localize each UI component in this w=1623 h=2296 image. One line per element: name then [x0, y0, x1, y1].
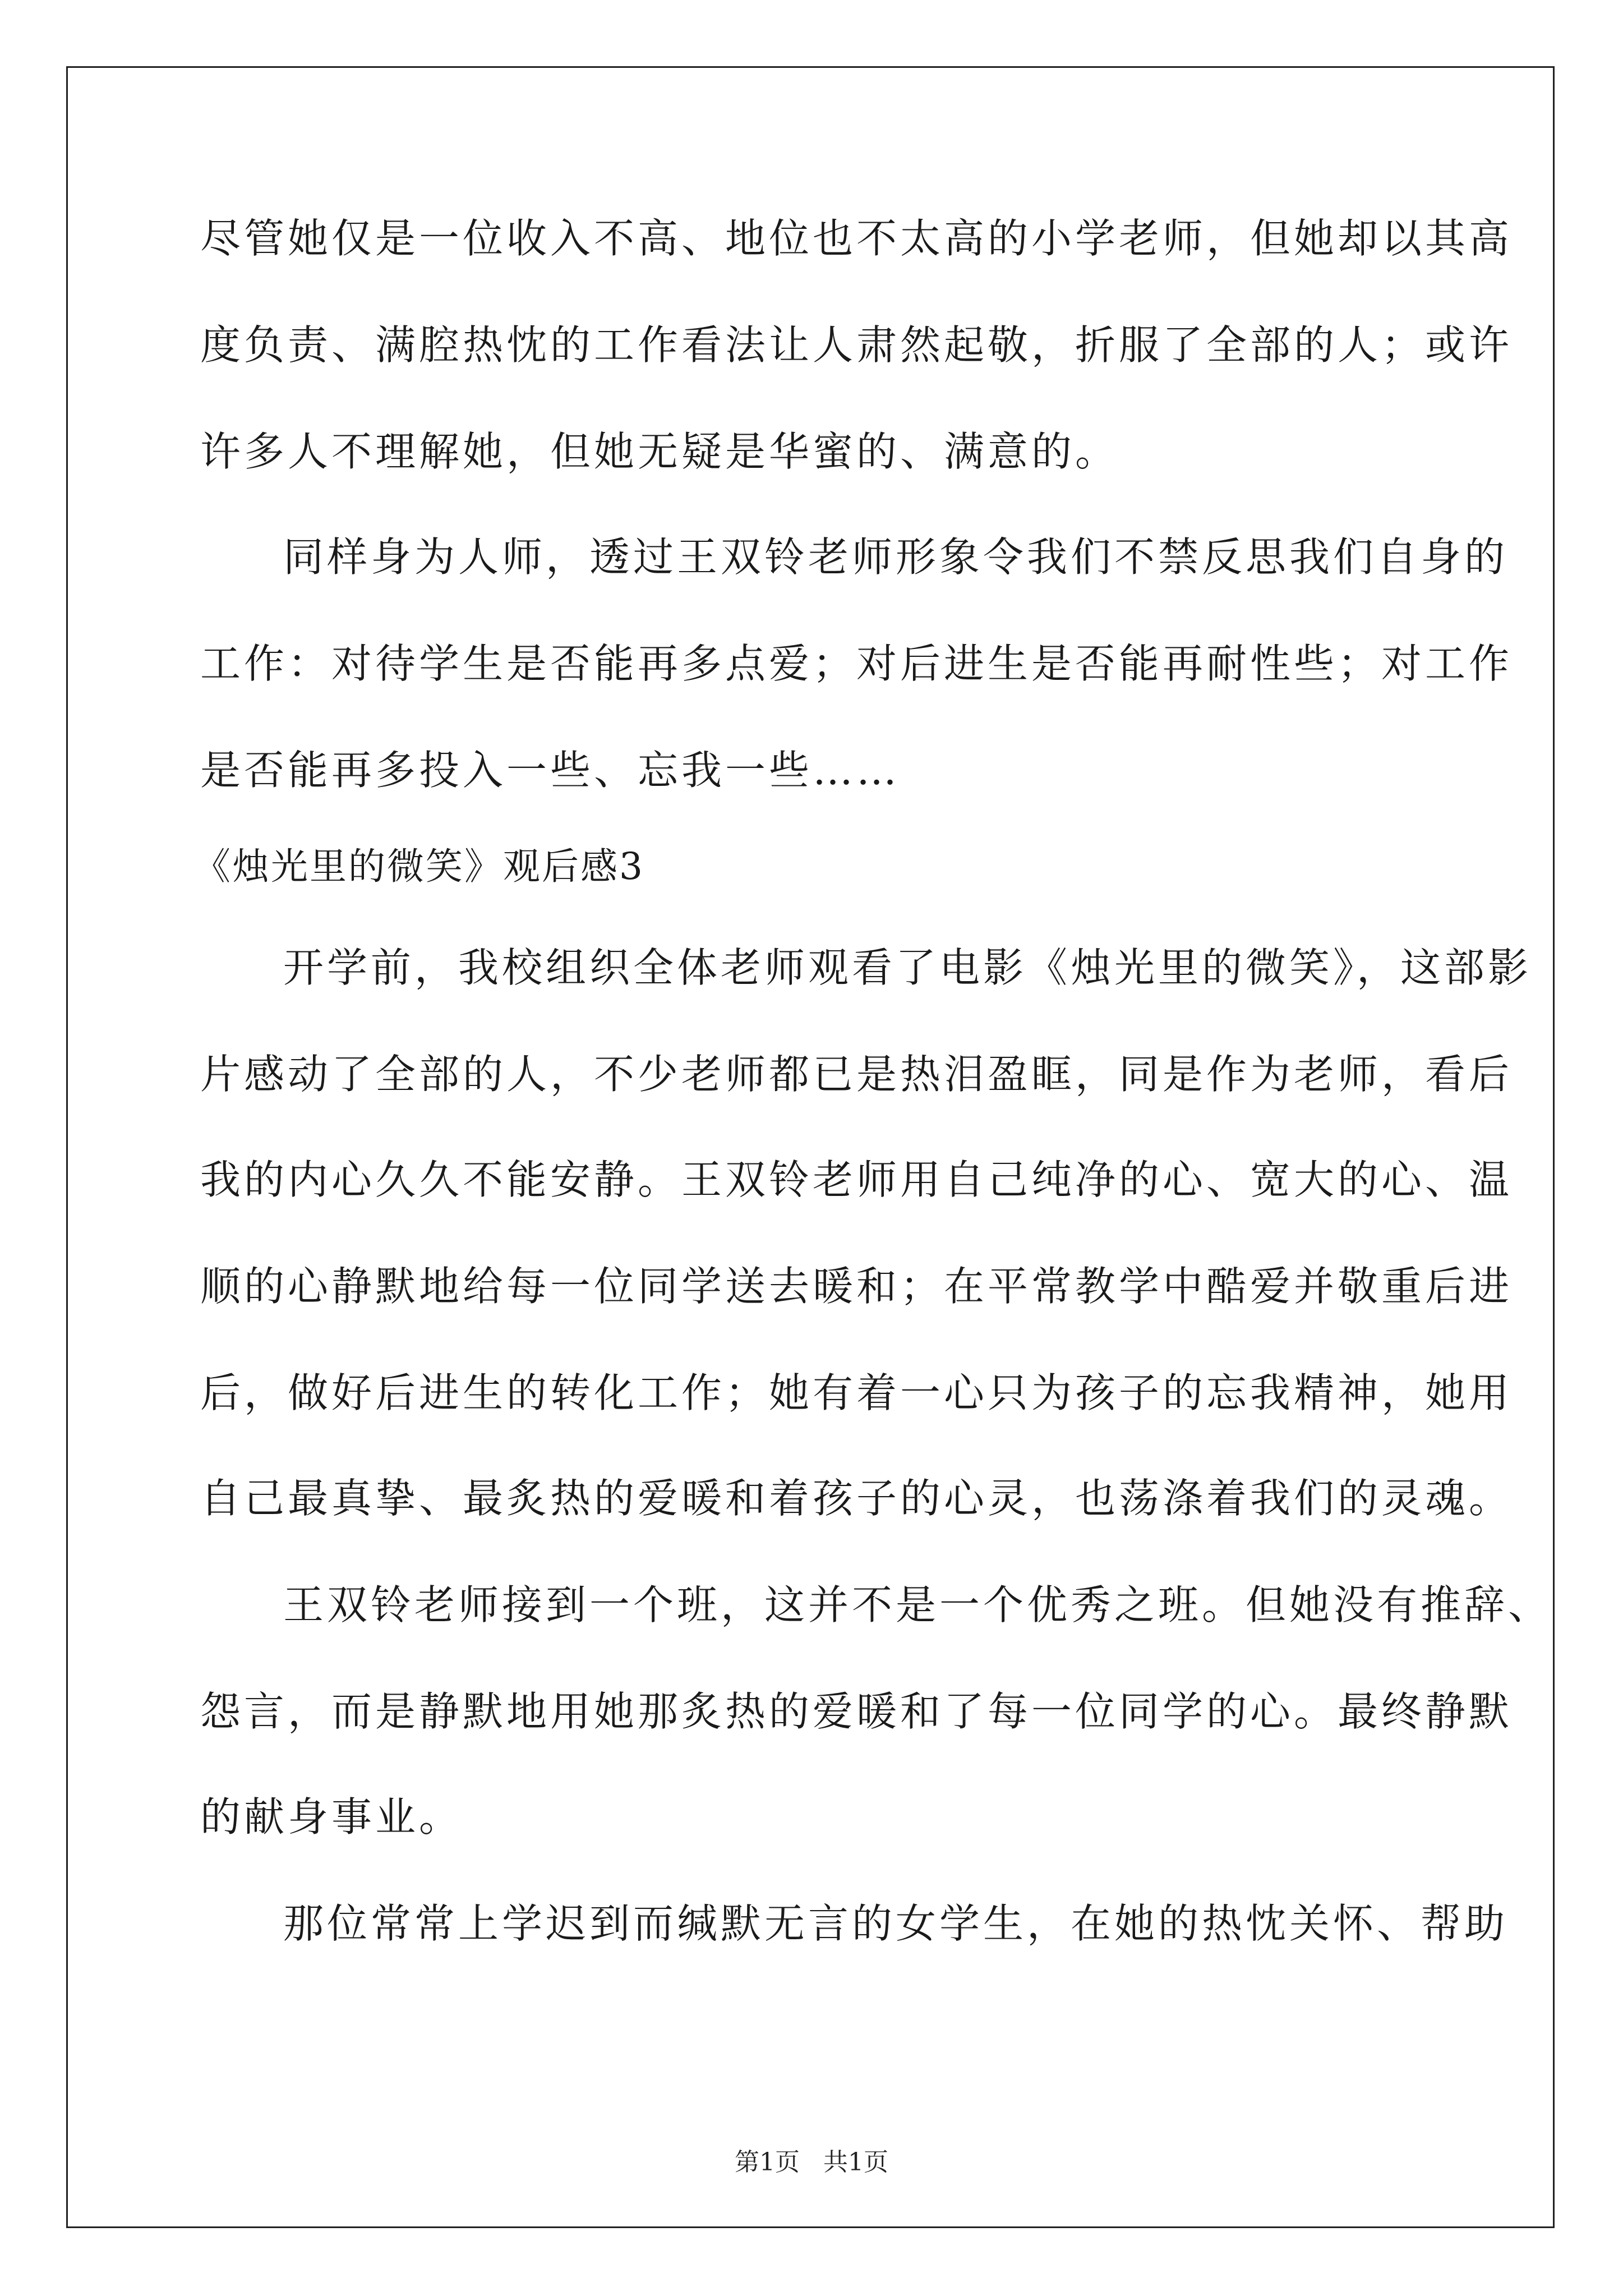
paragraph-line: 怨言，而是静默地用她那炙热的爱暖和了每一位同学的心。最终静默: [200, 1688, 1513, 1735]
paragraph-line: 开学前，我校组织全体老师观看了电影《烛光里的微笑》，这部影: [283, 944, 1532, 991]
paragraph-line: 顺的心静默地给每一位同学送去暖和；在平常教学中酷爱并敬重后进: [200, 1263, 1513, 1310]
paragraph-line: 后，做好后进生的转化工作；她有着一心只为孩子的忘我精神，她用: [200, 1369, 1513, 1416]
paragraph-line: 王双铃老师接到一个班，这并不是一个优秀之班。但她没有推辞、: [283, 1581, 1552, 1628]
paragraph-line: 同样身为人师，透过王双铃老师形象令我们不禁反思我们自身的: [283, 533, 1509, 581]
paragraph-line: 那位常常上学迟到而缄默无言的女学生，在她的热忱关怀、帮助: [283, 1900, 1509, 1947]
page-total: 共1页: [823, 2148, 888, 2177]
section-heading: 《烛光里的微笑》观后感3: [193, 845, 644, 888]
page-number: 第1页: [735, 2148, 800, 2177]
paragraph-line: 片感动了全部的人，不少老师都已是热泪盈眶，同是作为老师，看后: [200, 1051, 1513, 1098]
paragraph-line: 我的内心久久不能安静。王双铃老师用自己纯净的心、宽大的心、温: [200, 1156, 1513, 1203]
paragraph-line: 是否能再多投入一些、忘我一些……: [200, 747, 901, 794]
paragraph-line: 尽管她仅是一位收入不高、地位也不太高的小学老师，但她却以其高: [200, 215, 1513, 262]
paragraph-line: 度负责、满腔热忱的工作看法让人肃然起敬，折服了全部的人；或许: [200, 321, 1513, 369]
paragraph-line: 自己最真挚、最炙热的爱暖和着孩子的心灵，也荡涤着我们的灵魂。: [200, 1475, 1513, 1522]
page-footer: [0, 2142, 1623, 2178]
paragraph-line: 许多人不理解她，但她无疑是华蜜的、满意的。: [200, 428, 1119, 475]
paragraph-line: 工作：对待学生是否能再多点爱；对后进生是否能再耐性些；对工作: [200, 640, 1513, 687]
paragraph-line: 的献身事业。: [200, 1793, 463, 1841]
